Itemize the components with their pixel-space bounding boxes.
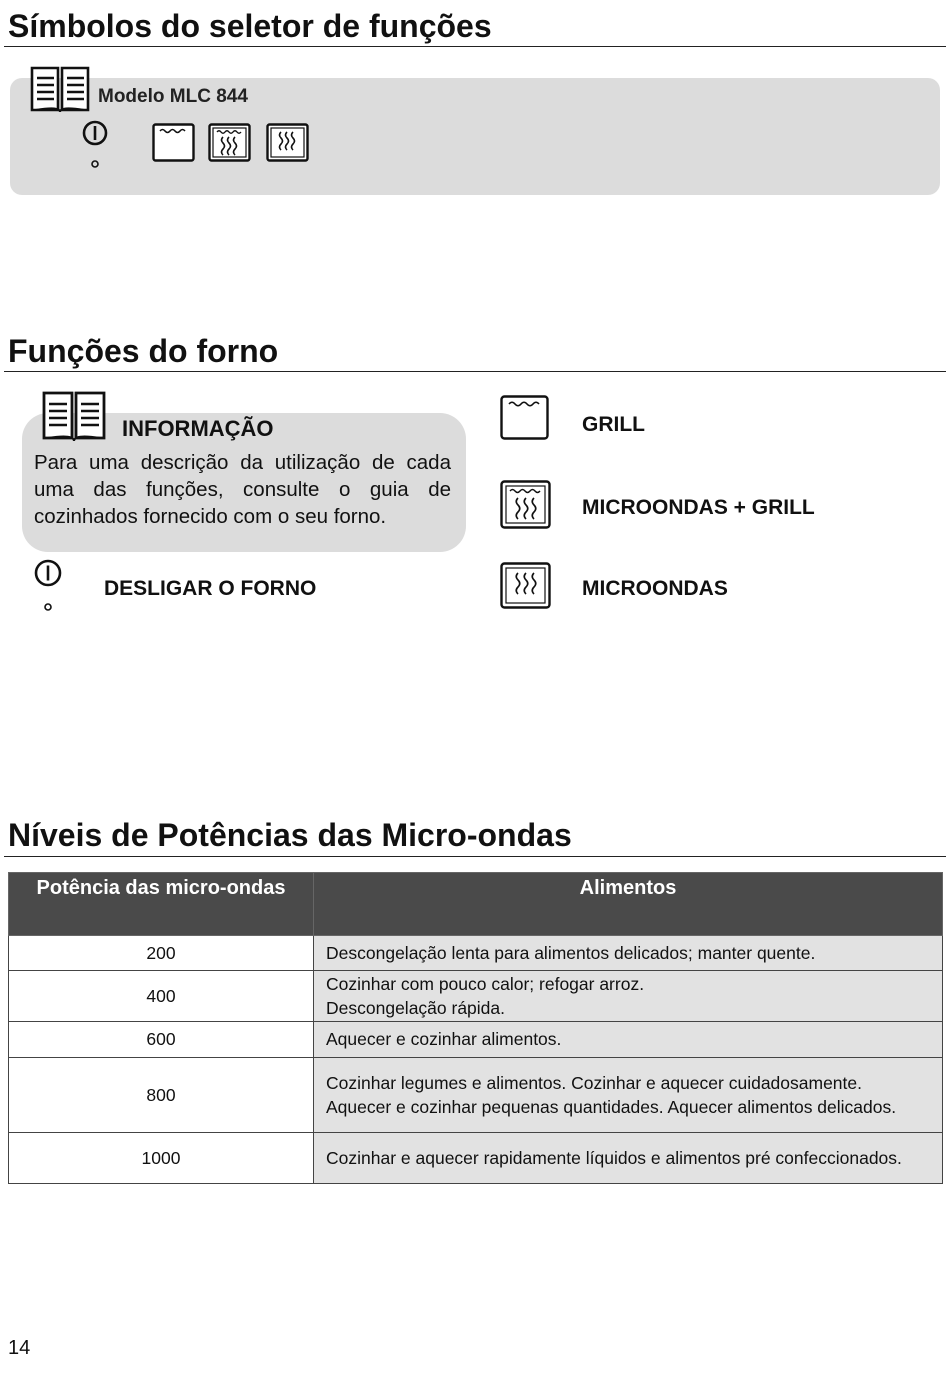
- power-cell: 200: [9, 936, 314, 971]
- food-cell: Cozinhar com pouco calor; refogar arroz. Descongelação rápida.: [314, 971, 943, 1022]
- food-cell: Aquecer e cozinhar alimentos.: [314, 1022, 943, 1058]
- section-divider: [4, 371, 946, 372]
- food-cell: Cozinhar e aquecer rapidamente líquidos e alimentos pré confeccionados.: [314, 1133, 943, 1184]
- microwave-grill-icon: [500, 480, 552, 530]
- power-off-icon: [34, 559, 64, 613]
- power-column-header: Potência das micro-ondas: [9, 873, 314, 936]
- selector-section-title: Símbolos do seletor de funções: [8, 8, 492, 44]
- food-cell: Cozinhar legumes e alimentos. Cozinhar e aquecer cuidadosamente. Aquecer e cozinhar pequenas quantidades. Aquecer alimentos delicados.: [314, 1058, 943, 1133]
- model-label: Modelo MLC 844: [98, 86, 248, 107]
- book-icon: [30, 66, 90, 114]
- book-icon: [42, 391, 106, 443]
- power-cell: 800: [9, 1058, 314, 1133]
- power-off-icon: [82, 120, 110, 170]
- function-microwave-grill-label: MICROONDAS + GRILL: [582, 496, 815, 519]
- table-row: [9, 1133, 943, 1184]
- food-cell: Descongelação lenta para alimentos delicados; manter quente.: [314, 936, 943, 971]
- microwave-icon: [266, 123, 310, 163]
- table-row: [9, 1058, 943, 1133]
- table-header-row: [9, 873, 943, 936]
- functions-section-title: Funções do forno: [8, 333, 279, 369]
- microwave-grill-icon: [208, 123, 252, 163]
- function-grill-label: GRILL: [582, 413, 645, 436]
- info-title: INFORMAÇÃO: [122, 416, 274, 441]
- function-off-label: DESLIGAR O FORNO: [104, 577, 317, 600]
- table-row: [9, 971, 943, 1022]
- grill-icon: [500, 395, 550, 441]
- power-levels-table: [8, 872, 943, 1184]
- power-cell: 400: [9, 971, 314, 1022]
- power-section-title: Níveis de Potências das Micro-ondas: [8, 817, 572, 853]
- section-divider: [4, 46, 946, 47]
- food-column-header: Alimentos: [314, 873, 943, 936]
- function-microwave-label: MICROONDAS: [582, 577, 728, 600]
- table-row: [9, 936, 943, 971]
- microwave-icon: [500, 562, 552, 610]
- table-row: [9, 1022, 943, 1058]
- grill-icon: [152, 123, 196, 163]
- power-cell: 600: [9, 1022, 314, 1058]
- power-cell: 1000: [9, 1133, 314, 1184]
- info-text: Para uma descrição da utilização de cada uma das funções, consulte o guia de cozinhados fornecido com o seu forno.: [34, 451, 451, 528]
- section-divider: [4, 856, 946, 857]
- page-number: 14: [8, 1337, 31, 1359]
